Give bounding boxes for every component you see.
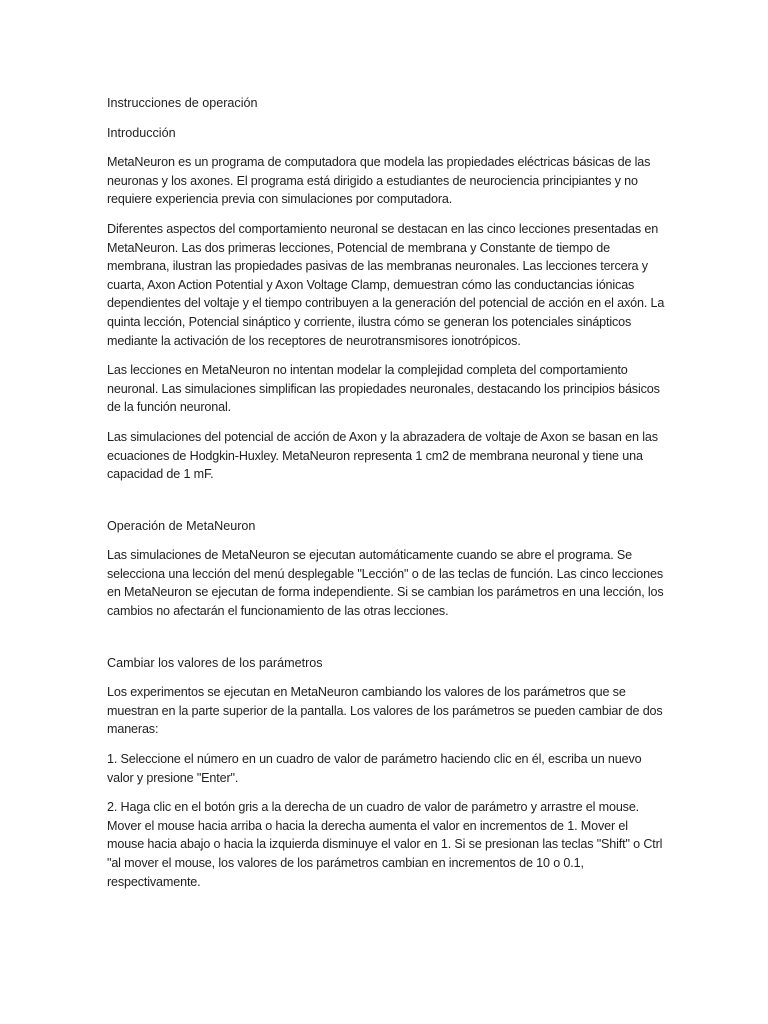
section-heading-parameters: Cambiar los valores de los parámetros (107, 655, 323, 670)
parameters-paragraph-3: 2. Haga clic en el botón gris a la derecha de un cuadro de valor de parámetro y arrastre el mouse. Mover el mouse hacia arriba o hacia la derecha aumenta el valor en incrementos de 1. Mover el mouse hacia abajo o hacia la izquierda disminuye el valor en 1. Si se presionan las teclas "Shift" o Ctrl "al mover el mouse, los valores de los parámetros cambian en incrementos de 10 o 0.1, respectivamente. (107, 800, 663, 889)
section-heading-operation: Operación de MetaNeuron (107, 518, 256, 533)
document-page (107, 94, 667, 902)
operation-paragraph: Las simulaciones de MetaNeuron se ejecutan automáticamente cuando se abre el programa. Se selecciona una lección del menú desplegable "Lección" o de las teclas de función. Las cinco lecciones en MetaNeuron se ejecutan de forma independiente. Si se cambian los parámetros en una lección, los cambios no afectarán el funcionamiento de las otras lecciones. (107, 548, 664, 619)
section-spacer (107, 632, 667, 654)
intro-paragraph-3: Las lecciones en MetaNeuron no intentan modelar la complejidad completa del comportamiento neuronal. Las simulaciones simplifican las propiedades neuronales, destacando los principios básicos de la función neuronal. (107, 363, 660, 415)
intro-paragraph-2: Diferentes aspectos del comportamiento neuronal se destacan en las cinco lecciones presentadas en MetaNeuron. Las dos primeras lecciones, Potencial de membrana y Constante de tiempo de membrana, ilustran las propiedades pasivas de las membranas neuronales. Las lecciones tercera y cuarta, Axon Action Potential y Axon Voltage Clamp, demuestran cómo las conductancias iónicas dependientes del voltaje y el tiempo contribuyen a la generación del potencial de acción en el axón. La quinta lección, Potencial sináptico y corriente, ilustra cómo se generan los potenciales sinápticos mediante la activación de los receptores de neurotransmisores ionotrópicos. (107, 221, 665, 348)
intro-paragraph-1: MetaNeuron es un programa de computadora que modela las propiedades eléctricas básicas de las neuronas y los axones. El programa está dirigido a estudiantes de neurociencia principiantes y no requiere experiencia previa con simulaciones por computadora. (107, 155, 651, 207)
section-heading-introduction: Introducción (107, 125, 176, 140)
document-title: Instrucciones de operación (107, 96, 258, 110)
parameters-paragraph-2: 1. Seleccione el número en un cuadro de valor de parámetro haciendo clic en él, escriba un nuevo valor y presione "Enter". (107, 752, 642, 785)
intro-paragraph-4: Las simulaciones del potencial de acción de Axon y la abrazadera de voltaje de Axon se basan en las ecuaciones de Hodgkin-Huxley. MetaNeuron representa 1 cm2 de membrana neuronal y tiene una capacidad de 1 mF. (107, 429, 658, 482)
parameters-paragraph-1: Los experimentos se ejecutan en MetaNeuron cambiando los valores de los parámetros que se muestran en la parte superior de la pantalla. Los valores de los parámetros se pueden cambiar de dos maneras: (107, 685, 663, 737)
section-spacer (107, 495, 667, 517)
